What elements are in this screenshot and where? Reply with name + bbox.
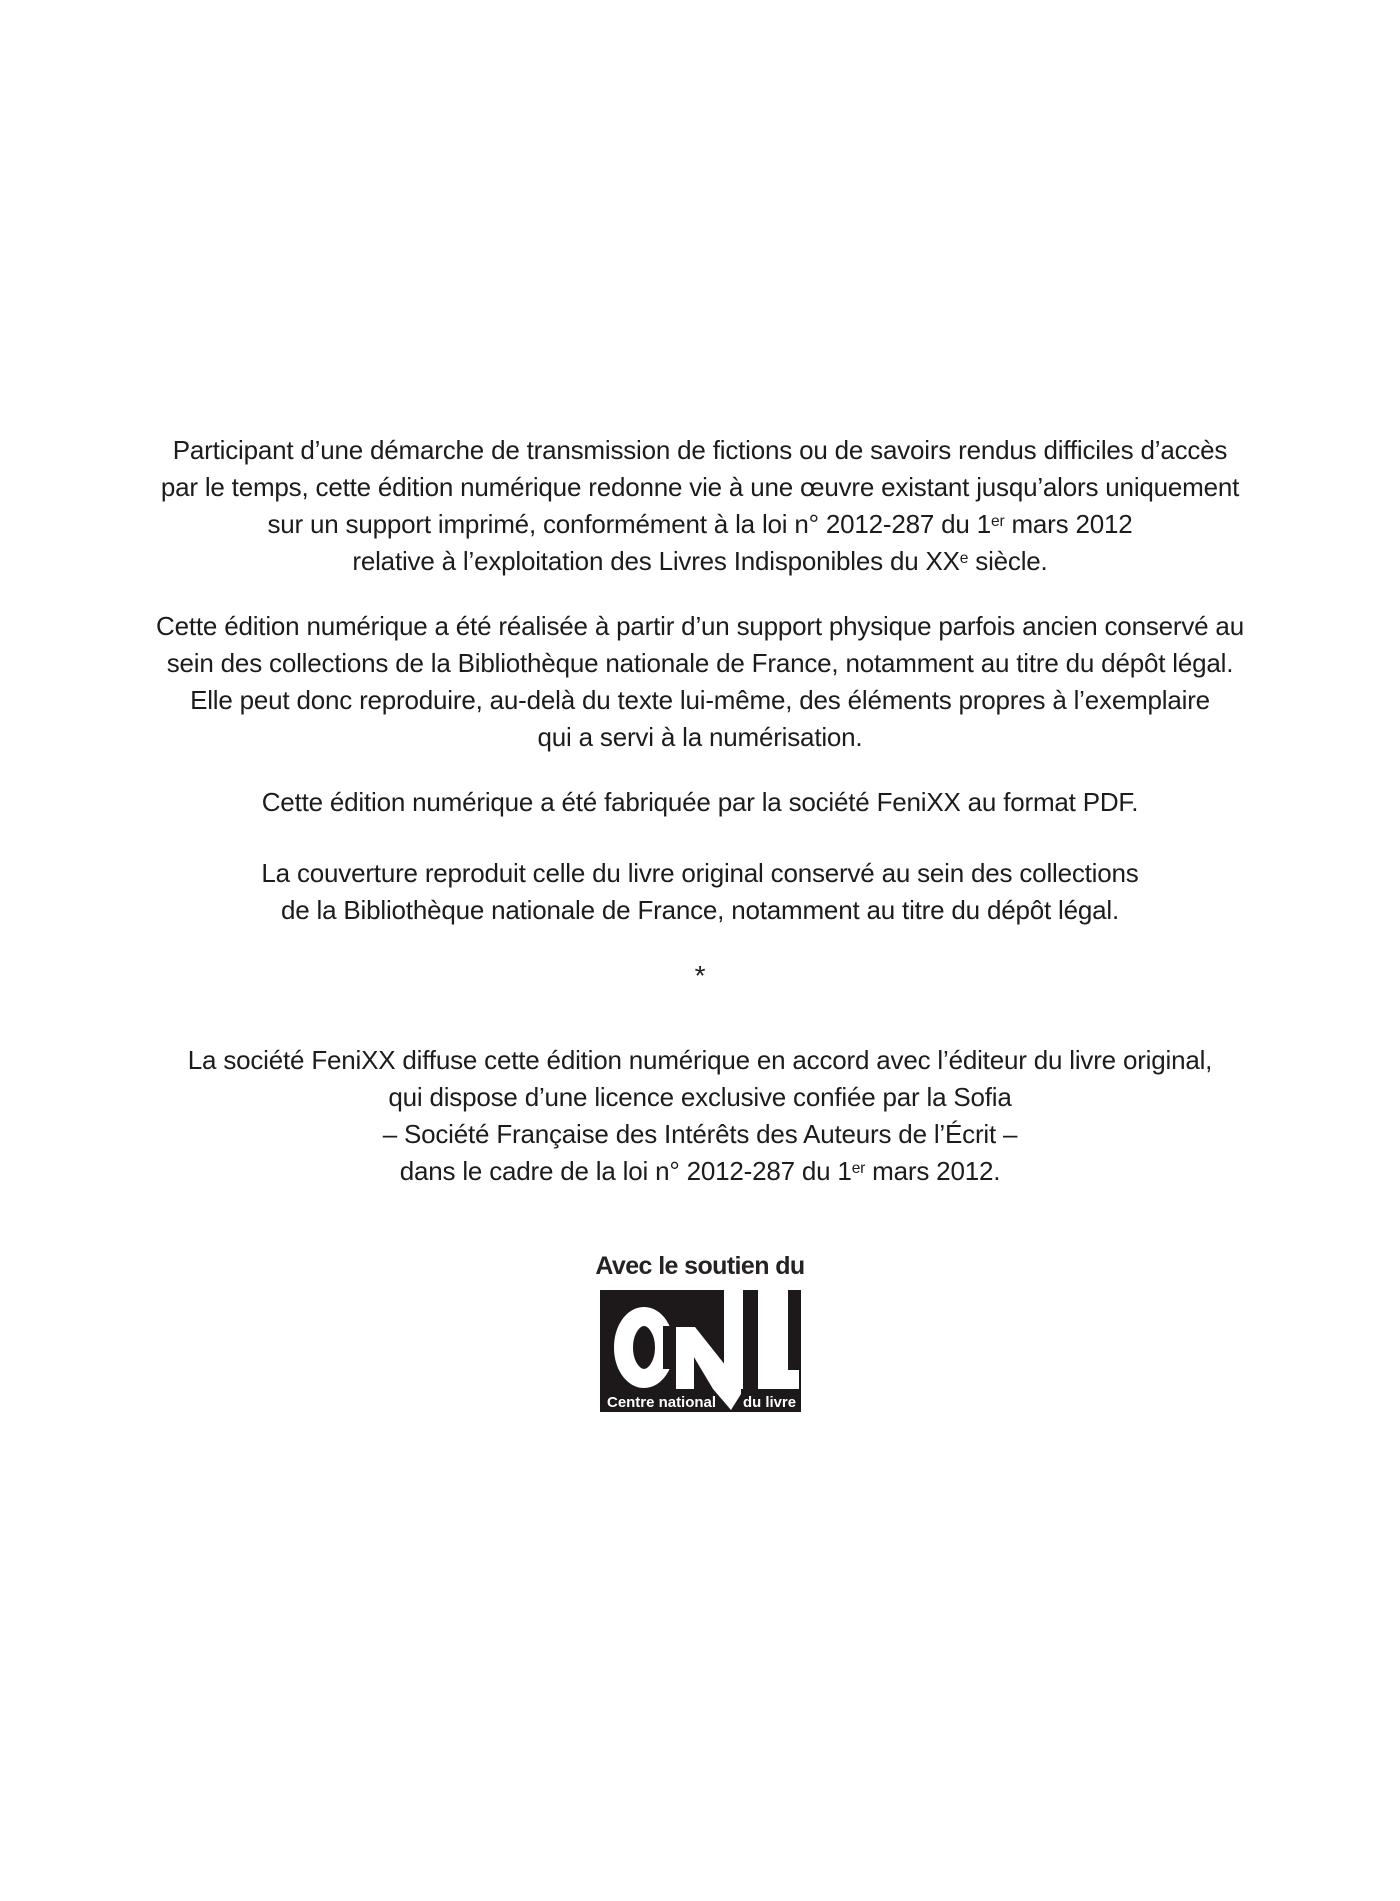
- superscript-text: e: [959, 550, 969, 568]
- text-segment: La société FeniXX diffuse cette édition numérique en accord avec l’éditeur du livre original,: [187, 1045, 1213, 1075]
- text-segment: – Société Française des Intérêts des Auteurs de l’Écrit –: [382, 1119, 1018, 1149]
- text-segment: qui dispose d’une licence exclusive confiée par la Sofia: [388, 1082, 1012, 1112]
- text-segment: relative à l’exploitation des Livres Indisponibles du XX: [352, 546, 960, 576]
- edition-paragraph-5: [0, 1042, 1400, 1190]
- text-line: [0, 784, 1400, 821]
- cnl-logo: [600, 1290, 801, 1412]
- text-line: [0, 1042, 1400, 1079]
- text-segment: de la Bibliothèque nationale de France, notamment au titre du dépôt légal.: [281, 895, 1119, 925]
- text-segment: Participant d’une démarche de transmission de fictions ou de savoirs rendus difficiles d’accès: [172, 435, 1228, 465]
- text-line: [0, 645, 1400, 682]
- cnl-support-text: Avec le soutien du: [595, 1252, 805, 1280]
- text-segment: La couverture reproduit celle du livre original conservé au sein des collections: [261, 858, 1139, 888]
- edition-paragraph-4: [0, 855, 1400, 929]
- text-segment: Cette édition numérique a été fabriquée par la société FeniXX au format PDF.: [261, 787, 1139, 817]
- text-segment: par le temps, cette édition numérique redonne vie à une œuvre existant jusqu’alors uniquement: [160, 472, 1240, 502]
- text-segment: mars 2012: [1004, 509, 1133, 539]
- text-line: [0, 432, 1400, 469]
- superscript-text: er: [990, 513, 1005, 531]
- separator-star: [0, 957, 1400, 994]
- cnl-caption-left: Centre national: [606, 1394, 716, 1411]
- superscript-text: er: [851, 1160, 866, 1178]
- text-segment: dans le cadre de la loi n° 2012-287 du 1: [399, 1156, 852, 1186]
- text-line: [0, 957, 1400, 994]
- text-line: [0, 1116, 1400, 1153]
- text-line: [0, 682, 1400, 719]
- text-segment: *: [694, 960, 706, 991]
- text-line: [0, 892, 1400, 929]
- text-line: [0, 543, 1400, 580]
- text-segment: sein des collections de la Bibliothèque nationale de France, notamment au titre du dépôt légal.: [166, 648, 1234, 678]
- edition-paragraph-1: [0, 432, 1400, 580]
- text-segment: qui a servi à la numérisation.: [537, 722, 863, 752]
- text-line: [0, 608, 1400, 645]
- text-line: [0, 469, 1400, 506]
- text-line: [0, 855, 1400, 892]
- text-segment: Elle peut donc reproduire, au-delà du texte lui-même, des éléments propres à l’exemplaire: [190, 685, 1210, 715]
- text-line: [0, 506, 1400, 543]
- cnl-letter-c-opening: [663, 1326, 676, 1369]
- text-segment: Cette édition numérique a été réalisée à partir d’un support physique parfois ancien conservé au: [156, 611, 1244, 641]
- edition-paragraph-3: [0, 784, 1400, 821]
- text-line: [0, 1153, 1400, 1190]
- edition-paragraph-2: [0, 608, 1400, 756]
- text-line: [0, 1079, 1400, 1116]
- text-segment: sur un support imprimé, conformément à la loi n° 2012-287 du 1: [267, 509, 991, 539]
- text-line: [0, 719, 1400, 756]
- cnl-caption-right: du livre: [742, 1394, 796, 1411]
- text-segment: siècle.: [968, 546, 1048, 576]
- text-segment: mars 2012.: [865, 1156, 1001, 1186]
